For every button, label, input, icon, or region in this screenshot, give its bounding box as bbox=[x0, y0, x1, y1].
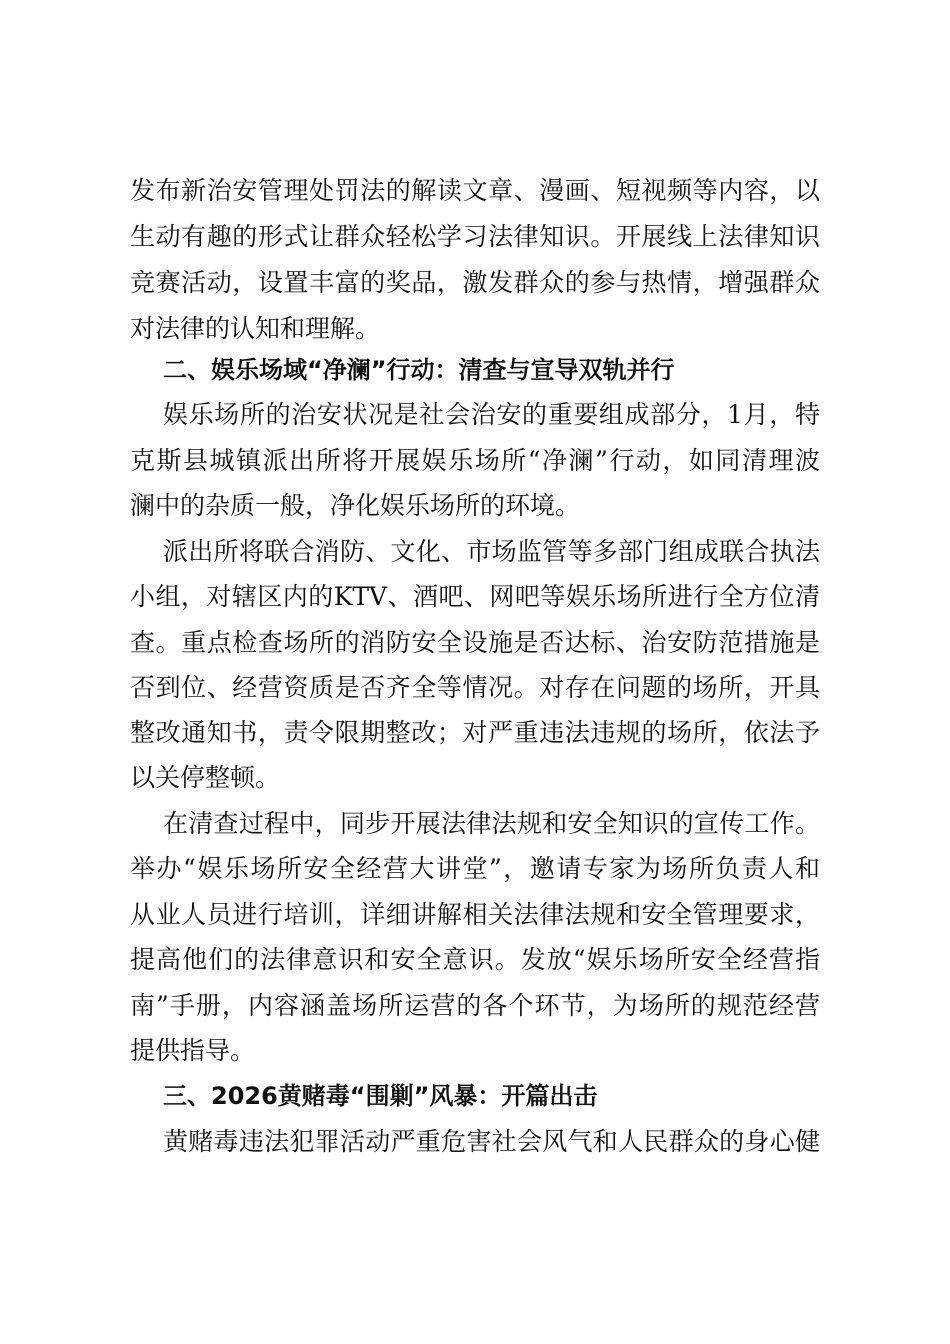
section-heading: 二、娱乐场域“净澜”行动：清查与宣导双轨并行 bbox=[163, 356, 675, 384]
paragraph-line: 生动有趣的形式让群众轻松学习法律知识。开展线上法律知识 bbox=[130, 222, 820, 251]
paragraph-line: 否到位、经营资质是否齐全等情况。对存在问题的场所，开具 bbox=[130, 673, 820, 702]
paragraph-line: 澜中的杂质一般，净化娱乐场所的环境。 bbox=[130, 491, 581, 520]
paragraph-line: 南”手册，内容涵盖场所运营的各个环节，为场所的规范经营 bbox=[130, 991, 820, 1020]
paragraph-line: 娱乐场所的治安状况是社会治安的重要组成部分，1月，特 bbox=[163, 400, 820, 429]
paragraph-line: 克斯县城镇派出所将开展娱乐场所“净澜”行动，如同清理波 bbox=[130, 446, 820, 475]
paragraph-line: 以关停整顿。 bbox=[130, 763, 281, 792]
section-heading: 三、2026黄赌毒“围剿”风暴：开篇出击 bbox=[163, 1082, 598, 1110]
paragraph-line: 小组，对辖区内的KTV、酒吧、网吧等娱乐场所进行全方位清 bbox=[130, 582, 820, 611]
paragraph-line: 举办“娱乐场所安全经营大讲堂”，邀请专家为场所负责人和 bbox=[130, 854, 820, 883]
paragraph-line: 竞赛活动，设置丰富的奖品，激发群众的参与热情，增强群众 bbox=[130, 268, 820, 297]
paragraph-line: 发布新治安管理处罚法的解读文章、漫画、短视频等内容，以 bbox=[130, 176, 820, 205]
paragraph-line: 查。重点检查场所的消防安全设施是否达标、治安防范措施是 bbox=[130, 628, 820, 657]
paragraph-line: 在清查过程中，同步开展法律法规和安全知识的宣传工作。 bbox=[163, 809, 820, 838]
paragraph-line: 派出所将联合消防、文化、市场监管等多部门组成联合执法 bbox=[163, 537, 820, 566]
paragraph-line: 整改通知书，责令限期整改；对严重违法违规的场所，依法予 bbox=[130, 718, 820, 747]
paragraph-line: 提高他们的法律意识和安全意识。发放“娱乐场所安全经营指 bbox=[130, 945, 820, 974]
paragraph-line: 黄赌毒违法犯罪活动严重危害社会风气和人民群众的身心健 bbox=[163, 1127, 820, 1156]
paragraph-line: 对法律的认知和理解。 bbox=[130, 314, 381, 343]
paragraph-line: 提供指导。 bbox=[130, 1036, 256, 1065]
paragraph-line: 从业人员进行培训，详细讲解相关法律法规和安全管理要求， bbox=[130, 900, 820, 929]
